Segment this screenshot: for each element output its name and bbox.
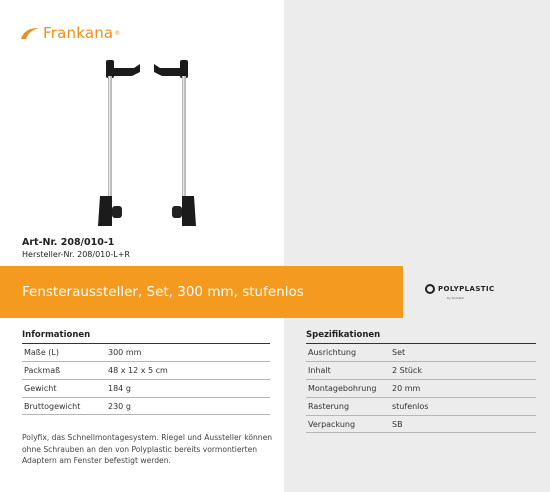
table-row [306,379,536,397]
table-row [22,379,270,397]
left-window-stay [98,60,140,226]
row-value: 2 Stück [392,366,422,375]
row-key: Ausrichtung [308,348,357,357]
row-value: 184 g [108,384,131,393]
polyplastic-ring-icon [425,284,435,294]
row-value: Set [392,348,406,357]
row-key: Verpackung [308,419,356,429]
row-value: 230 g [108,401,131,411]
spezifikationen-title: Spezifikationen [306,330,381,340]
article-number: Art-Nr. 208/010-1 [22,237,115,248]
frankana-swoosh-icon [20,26,40,40]
manufacturer-sub: by Dometic [447,296,465,300]
frankana-logo [20,24,120,42]
table-row [306,397,536,415]
row-key: Maße (L) [24,348,60,357]
table-row [22,361,270,379]
product-photo [88,56,206,234]
informationen-title: Informationen [22,330,91,340]
row-key: Inhalt [308,366,331,375]
row-key: Packmaß [24,366,61,375]
row-key: Gewicht [24,384,57,393]
spezifikationen-table [306,343,536,433]
table-row [306,415,536,433]
row-value: 20 mm [392,384,421,393]
table-row [22,397,270,415]
informationen-table [22,343,270,415]
polyplastic-logo [425,284,495,294]
table-row [306,361,536,379]
product-description: Polyfix, das Schnellmontagesystem. Riegel und Aussteller können ohne Schrauben an den von Polyplastic bereits vormontierten Adaptern am Fenster befestigt werden. [22,433,273,465]
right-window-stay [154,60,196,226]
brand-name: Frankana [43,24,114,42]
row-value: 300 mm [108,348,142,357]
row-key: Bruttogewicht [24,401,81,411]
row-value: 48 x 12 x 5 cm [108,366,168,375]
manufacturer-name: POLYPLASTIC [438,285,495,293]
row-value: SB [392,419,403,429]
row-key: Montagebohrung [308,384,377,393]
row-key: Rasterung [308,402,350,411]
row-value: stufenlos [392,402,429,411]
table-row [306,343,536,361]
table-row [22,343,270,361]
product-title: Fensteraussteller, Set, 300 mm, stufenlos [22,284,304,300]
registered-mark: ® [114,29,121,37]
right-panel-top [284,0,550,266]
manufacturer-number: Hersteller-Nr. 208/010-L+R [22,250,130,259]
